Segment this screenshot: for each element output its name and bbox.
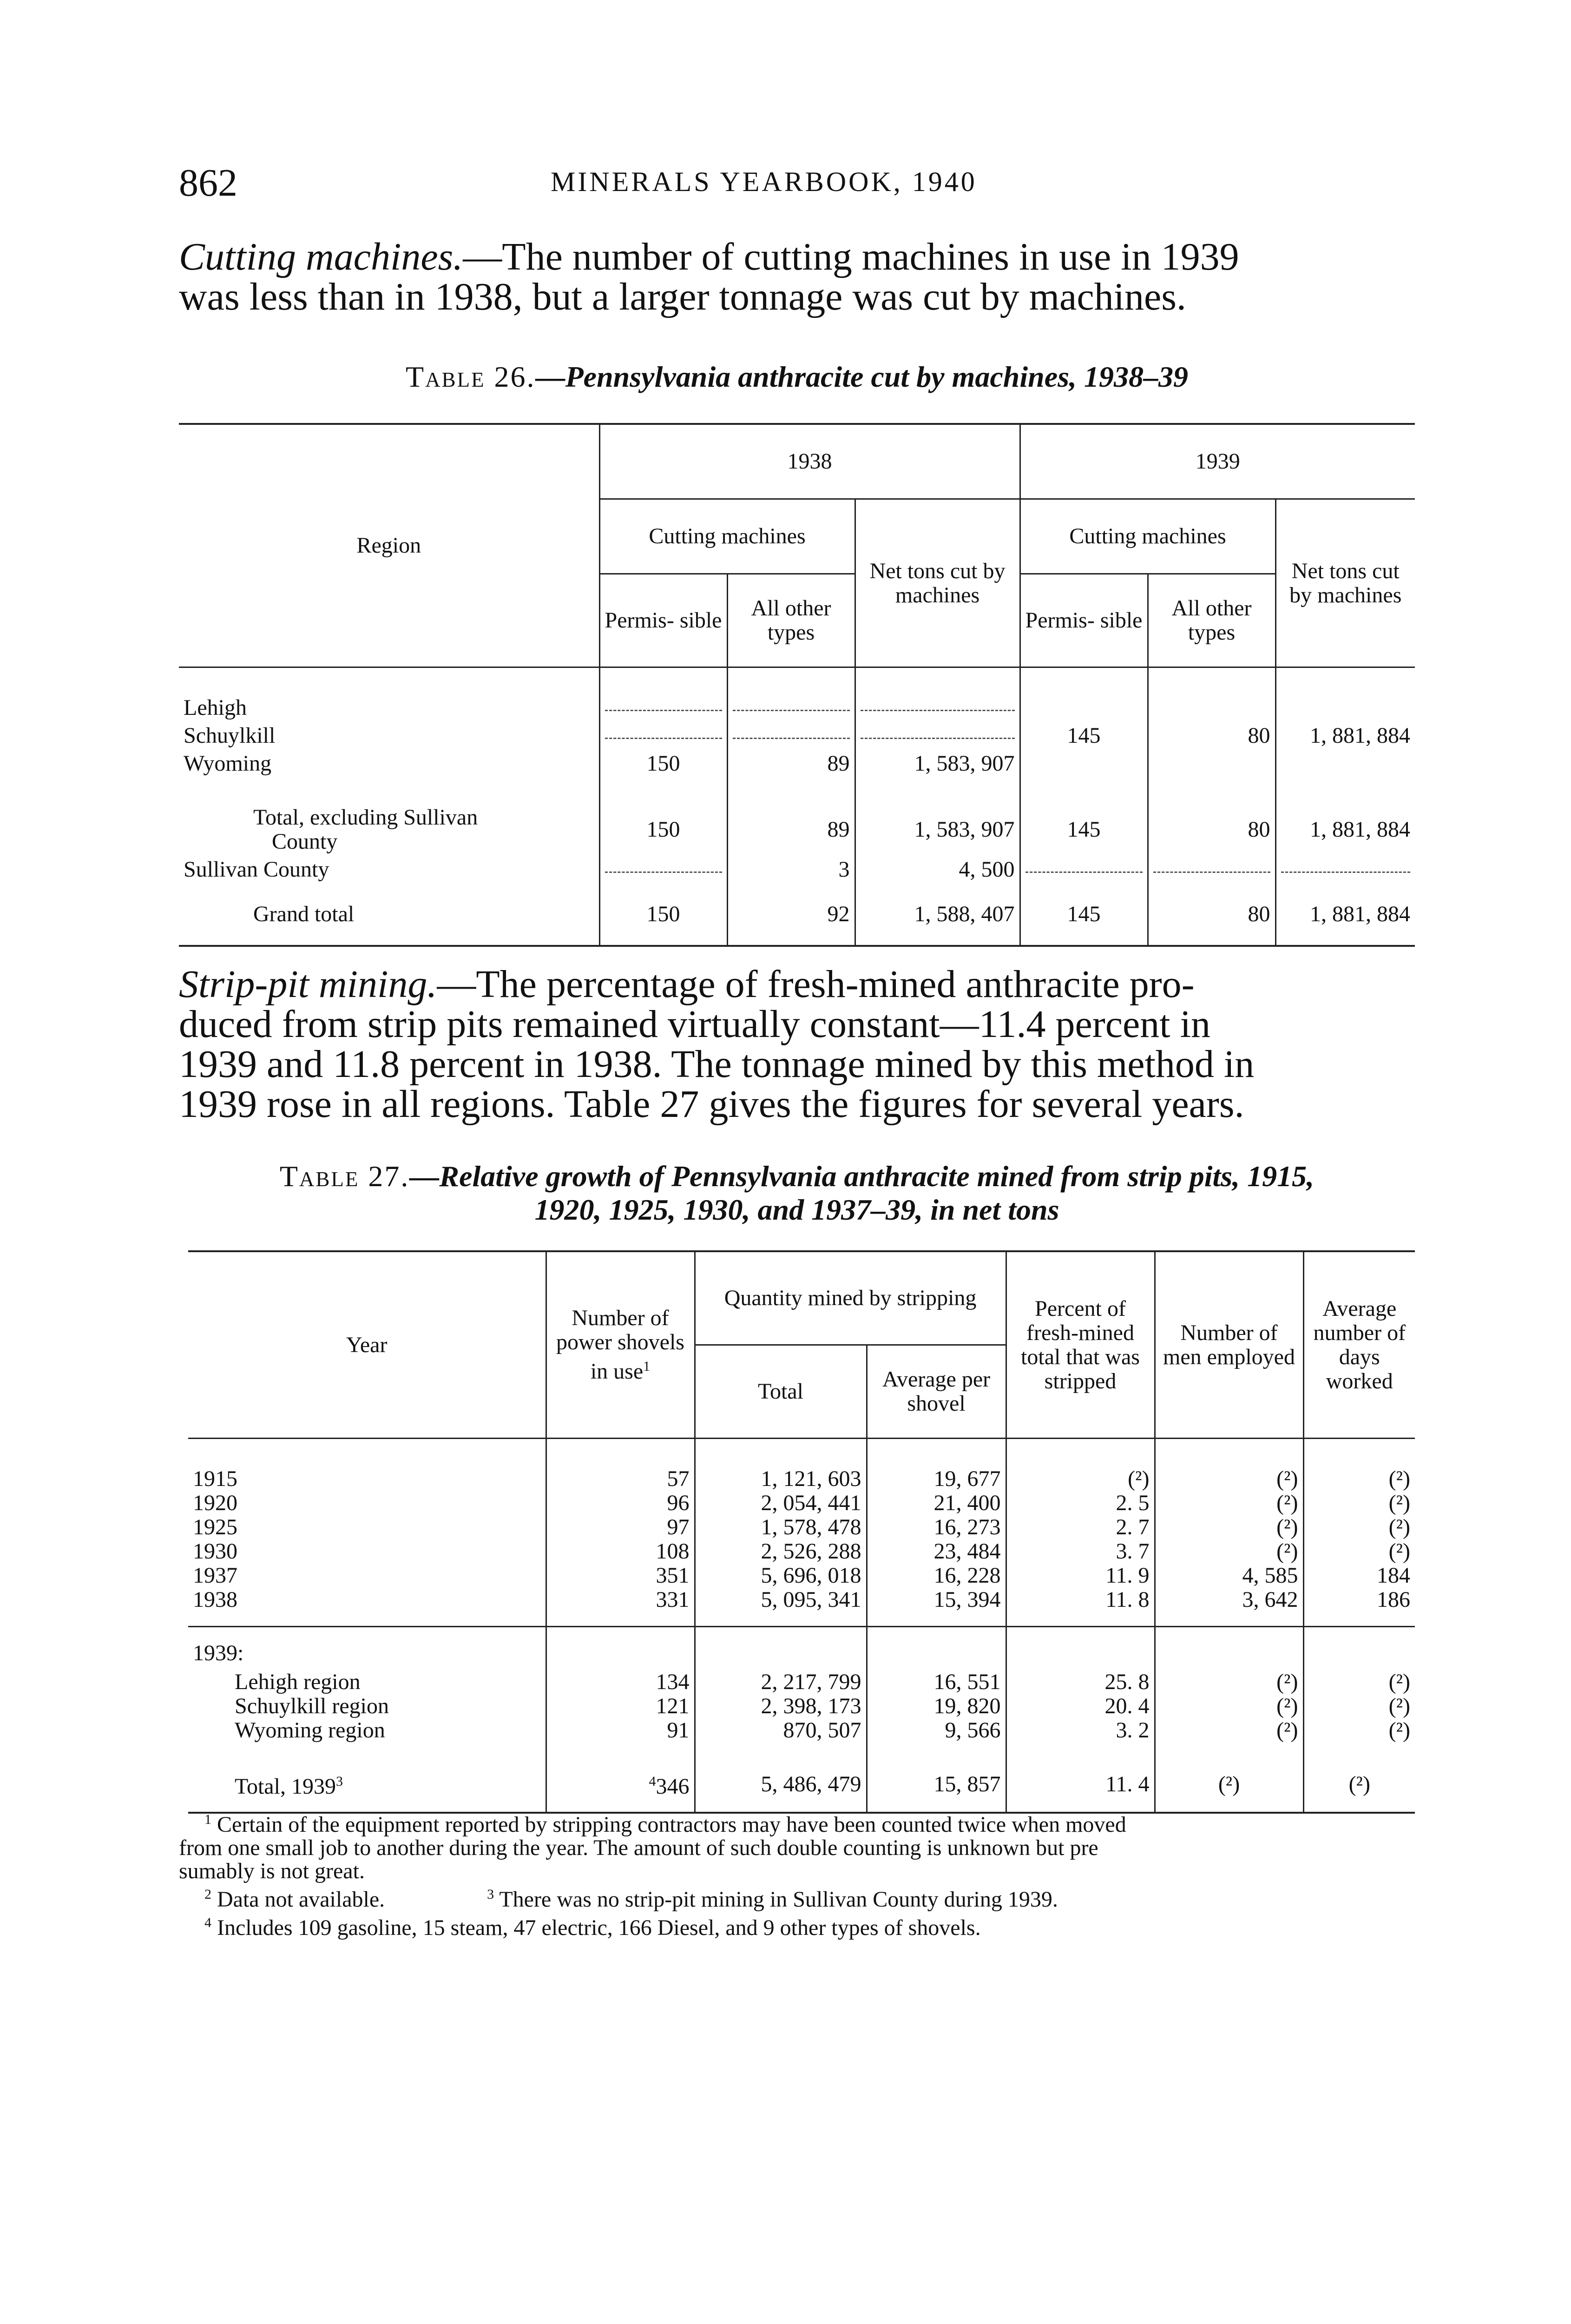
cell-men: 4, 585 <box>1155 1564 1303 1588</box>
cell-avg: 16, 551 <box>867 1667 1006 1694</box>
cell-percent: 25. 8 <box>1006 1667 1155 1694</box>
cell-shovels: 96 <box>546 1491 695 1515</box>
cell-shovels: 331 <box>546 1588 695 1627</box>
footnote-mark: 4 <box>204 1915 211 1930</box>
cell-other-1939: 80 <box>1148 667 1275 778</box>
table26 <box>179 423 1415 947</box>
footnote-1 <box>204 1808 1422 1836</box>
table-row <box>179 884 1415 946</box>
cell-days: 186 <box>1303 1588 1415 1627</box>
table-label: Table 26. <box>405 360 536 393</box>
cell-men: (²) <box>1155 1439 1303 1492</box>
cell-total: 2, 217, 799 <box>695 1667 867 1694</box>
footnote-ref: 4 <box>649 1774 656 1789</box>
table-row <box>188 1564 1415 1588</box>
table-row <box>188 1588 1415 1627</box>
cell-tons-1939: 1, 881, 884 <box>1275 778 1415 856</box>
cell-avg: 19, 677 <box>867 1439 1006 1492</box>
cell-percent: (²) <box>1006 1439 1155 1492</box>
col-header-net-tons-1938: Net tons cut by machines <box>855 499 1020 667</box>
row-label: Schuylkill region <box>235 1694 389 1718</box>
col-header-permissible-1939: Permis- sible <box>1020 574 1148 667</box>
row-label-sullivan: Sullivan County <box>184 857 329 882</box>
footnote-text: sumably is not great. <box>179 1859 365 1883</box>
table27-year-rows <box>188 1439 1415 1627</box>
row-label-wyoming: Wyoming <box>184 751 272 776</box>
cell-percent: 2. 7 <box>1006 1515 1155 1539</box>
col-header-permissible-1938: Permis- sible <box>599 574 727 667</box>
row-label: Wyoming region <box>235 1718 385 1743</box>
table-row <box>188 1491 1415 1515</box>
cell-men: (²) <box>1155 1718 1303 1756</box>
paragraph-text: —The percentage of fresh-mined anthracite pro- <box>437 963 1195 1006</box>
cell-other-1938: 3 <box>727 856 855 884</box>
cell-men: (²) <box>1155 1667 1303 1694</box>
footnote-2 <box>204 1883 385 1911</box>
cell-shovels: 121 <box>546 1694 695 1718</box>
cell-days: (²) <box>1303 1491 1415 1515</box>
table-row <box>188 1439 1415 1492</box>
cell-shovels: 57 <box>546 1439 695 1492</box>
cell-avg: 19, 820 <box>867 1694 1006 1718</box>
cell-avg: 23, 484 <box>867 1539 1006 1564</box>
col-header-region: Region <box>179 424 599 667</box>
footnote-text: Certain of the equipment reported by stripping contractors may have been counted twice when moved <box>217 1812 1126 1837</box>
cell-percent: 20. 4 <box>1006 1694 1155 1718</box>
table-title: —Relative growth of Pennsylvania anthracite mined from strip pits, 1915, <box>409 1160 1315 1193</box>
footnote-4 <box>204 1911 1422 1940</box>
col-header-year: Year <box>188 1251 546 1439</box>
col-header-1939: 1939 <box>1020 424 1415 499</box>
table-row <box>188 1515 1415 1539</box>
row-label-text: Total, 1939 <box>235 1774 336 1799</box>
cell-tons-1938: 1, 583, 907 <box>855 778 1020 856</box>
cell-total: 1, 578, 478 <box>695 1515 867 1539</box>
row-label-schuylkill: Schuylkill <box>184 723 276 748</box>
cell-tons-1939: 1, 881, 884 <box>1275 884 1415 946</box>
cell-total: 5, 095, 341 <box>695 1588 867 1627</box>
cell-percent: 2. 5 <box>1006 1491 1155 1515</box>
cell-days: 184 <box>1303 1564 1415 1588</box>
footnote-mark: 1 <box>204 1812 211 1827</box>
paragraph-lead: Strip-pit mining. <box>179 963 437 1006</box>
cell-men: (²) <box>1155 1539 1303 1564</box>
cell-days: (²) <box>1303 1667 1415 1694</box>
row-label-total-excluding <box>179 778 599 856</box>
cell-tons-1938: 1, 583, 907 <box>855 750 1020 778</box>
cell-days: (²) <box>1303 1718 1415 1756</box>
footnote-text: Includes 109 gasoline, 15 steam, 47 electric, 166 Diesel, and 9 other types of shovels. <box>217 1915 981 1940</box>
row-label: 1915 <box>193 1466 237 1491</box>
cell-avg: 15, 857 <box>867 1756 1006 1813</box>
table-row <box>188 1694 1415 1718</box>
cell-total: 2, 526, 288 <box>695 1539 867 1564</box>
cell-total: 1, 121, 603 <box>695 1439 867 1492</box>
row-label-grand-total: Grand total <box>253 902 355 926</box>
paragraph-cutting-machines <box>179 237 1415 317</box>
footnotes <box>179 1808 1422 1940</box>
cell-men: (²) <box>1155 1756 1303 1813</box>
col-header-net-tons-1939: Net tons cut by machines <box>1275 499 1415 667</box>
cell-shovels: 108 <box>546 1539 695 1564</box>
footnote-ref: 3 <box>335 1774 343 1789</box>
cell-total: 2, 398, 173 <box>695 1694 867 1718</box>
table-row <box>179 778 1415 856</box>
footnote-3 <box>487 1883 1058 1911</box>
paragraph-text: was less than in 1938, but a larger tonnage was cut by machines. <box>179 275 1186 318</box>
col-header-all-other-1938: All other types <box>727 574 855 667</box>
cell-value: 346 <box>656 1774 690 1799</box>
col-header-cutting-machines-1939: Cutting machines <box>1020 499 1275 574</box>
table27 <box>188 1250 1415 1814</box>
row-label-lehigh: Lehigh <box>184 695 247 720</box>
table-row <box>188 1718 1415 1756</box>
cell-shovels: 91 <box>546 1718 695 1756</box>
col-header-men: Number of men employed <box>1155 1251 1303 1439</box>
running-title: MINERALS YEARBOOK, 1940 <box>551 166 977 197</box>
table-row <box>188 1539 1415 1564</box>
table-title: —Pennsylvania anthracite cut by machines, 1938–39 <box>535 360 1189 393</box>
cell-days: (²) <box>1303 1515 1415 1539</box>
row-label: 1938 <box>193 1587 237 1612</box>
cell-shovels <box>546 1756 695 1813</box>
cell-men: (²) <box>1155 1694 1303 1718</box>
cell-men: 3, 642 <box>1155 1588 1303 1627</box>
col-header-total: Total <box>695 1345 867 1439</box>
row-label-1939: 1939: <box>188 1627 546 1668</box>
row-label: 1930 <box>193 1539 237 1564</box>
row-label-line: Total, excluding Sullivan <box>253 805 478 830</box>
cell-other-1938: 92 <box>727 884 855 946</box>
col-header-avg-per-shovel: Average per shovel <box>867 1345 1006 1439</box>
col-header-1938: 1938 <box>599 424 1020 499</box>
table-row <box>188 1667 1415 1694</box>
cell-other-1938: 89 <box>727 750 855 778</box>
paragraph-strip-pit-mining <box>179 964 1415 1124</box>
table-row <box>188 1627 1415 1668</box>
paragraph-text: 1939 and 11.8 percent in 1938. The tonnage mined by this method in <box>179 1043 1255 1086</box>
footnote-text: from one small job to another during the year. The amount of such double counting is unknown but pre <box>179 1835 1098 1860</box>
cell-total: 870, 507 <box>695 1718 867 1756</box>
running-header <box>179 160 1415 205</box>
cell-perm-1938: 150 <box>599 750 727 778</box>
cell-days: (²) <box>1303 1756 1415 1813</box>
table27-caption <box>179 1160 1415 1227</box>
row-label-line: County <box>272 829 338 854</box>
cell-percent: 3. 7 <box>1006 1539 1155 1564</box>
cell-days: (²) <box>1303 1694 1415 1718</box>
cell-percent: 11. 8 <box>1006 1588 1155 1627</box>
cell-perm-1938: 150 <box>599 778 727 856</box>
footnote-text: Data not available. <box>217 1887 385 1912</box>
paragraph-text: 1939 rose in all regions. Table 27 gives the figures for several years. <box>179 1083 1244 1126</box>
cell-tons-1938: 4, 500 <box>855 856 1020 884</box>
table-row <box>179 856 1415 884</box>
page-number: 862 <box>179 161 237 205</box>
cell-avg: 21, 400 <box>867 1491 1006 1515</box>
cell-other-1939: 80 <box>1148 884 1275 946</box>
table26-caption <box>179 360 1415 394</box>
cell-total: 5, 696, 018 <box>695 1564 867 1588</box>
cell-shovels: 351 <box>546 1564 695 1588</box>
row-label-total-1939 <box>188 1756 546 1813</box>
table-label: Table 27. <box>279 1160 410 1193</box>
cell-shovels: 97 <box>546 1515 695 1539</box>
cell-other-1938: 89 <box>727 778 855 856</box>
col-header-days: Average number of days worked <box>1303 1251 1415 1439</box>
col-header-cutting-machines-1938: Cutting machines <box>599 499 855 574</box>
cell-avg: 16, 228 <box>867 1564 1006 1588</box>
footnote-ref: 1 <box>643 1359 651 1374</box>
footnote-mark: 3 <box>487 1887 494 1902</box>
row-label: Lehigh region <box>235 1670 361 1694</box>
table-title: 1920, 1925, 1930, and 1937–39, in net tons <box>534 1193 1059 1226</box>
col-header-quantity: Quantity mined by stripping <box>695 1251 1006 1345</box>
cell-tons-1939: 1, 881, 884 <box>1275 667 1415 778</box>
col-header-text: Number of power shovels in use <box>556 1306 684 1384</box>
table-row <box>188 1756 1415 1813</box>
cell-perm-1939: 145 <box>1020 667 1148 778</box>
cell-percent: 11. 9 <box>1006 1564 1155 1588</box>
cell-avg: 9, 566 <box>867 1718 1006 1756</box>
col-header-percent: Percent of fresh-mined total that was stripped <box>1006 1251 1155 1439</box>
paragraph-text: duced from strip pits remained virtually constant—11.4 percent in <box>179 1003 1210 1046</box>
cell-total: 2, 054, 441 <box>695 1491 867 1515</box>
cell-perm-1939: 145 <box>1020 778 1148 856</box>
cell-men: (²) <box>1155 1491 1303 1515</box>
footnote-text: There was no strip-pit mining in Sullivan County during 1939. <box>499 1887 1058 1912</box>
cell-other-1939: 80 <box>1148 778 1275 856</box>
row-label: 1937 <box>193 1563 237 1588</box>
col-header-all-other-1939: All other types <box>1148 574 1275 667</box>
cell-percent: 3. 2 <box>1006 1718 1155 1756</box>
cell-days: (²) <box>1303 1439 1415 1492</box>
col-header-shovels <box>546 1251 695 1439</box>
paragraph-text: —The number of cutting machines in use in 1939 <box>463 235 1239 278</box>
footnote-mark: 2 <box>204 1887 211 1902</box>
table27-region-rows <box>188 1667 1415 1756</box>
cell-avg: 15, 394 <box>867 1588 1006 1627</box>
row-label: 1925 <box>193 1515 237 1539</box>
cell-men: (²) <box>1155 1515 1303 1539</box>
cell-percent: 11. 4 <box>1006 1756 1155 1813</box>
cell-tons-1938: 1, 588, 407 <box>855 884 1020 946</box>
cell-perm-1939: 145 <box>1020 884 1148 946</box>
cell-avg: 16, 273 <box>867 1515 1006 1539</box>
cell-shovels: 134 <box>546 1667 695 1694</box>
paragraph-lead: Cutting machines. <box>179 235 463 278</box>
cell-days: (²) <box>1303 1539 1415 1564</box>
table-row <box>179 667 1415 722</box>
cell-perm-1938: 150 <box>599 884 727 946</box>
cell-total: 5, 486, 479 <box>695 1756 867 1813</box>
row-label: 1920 <box>193 1491 237 1515</box>
